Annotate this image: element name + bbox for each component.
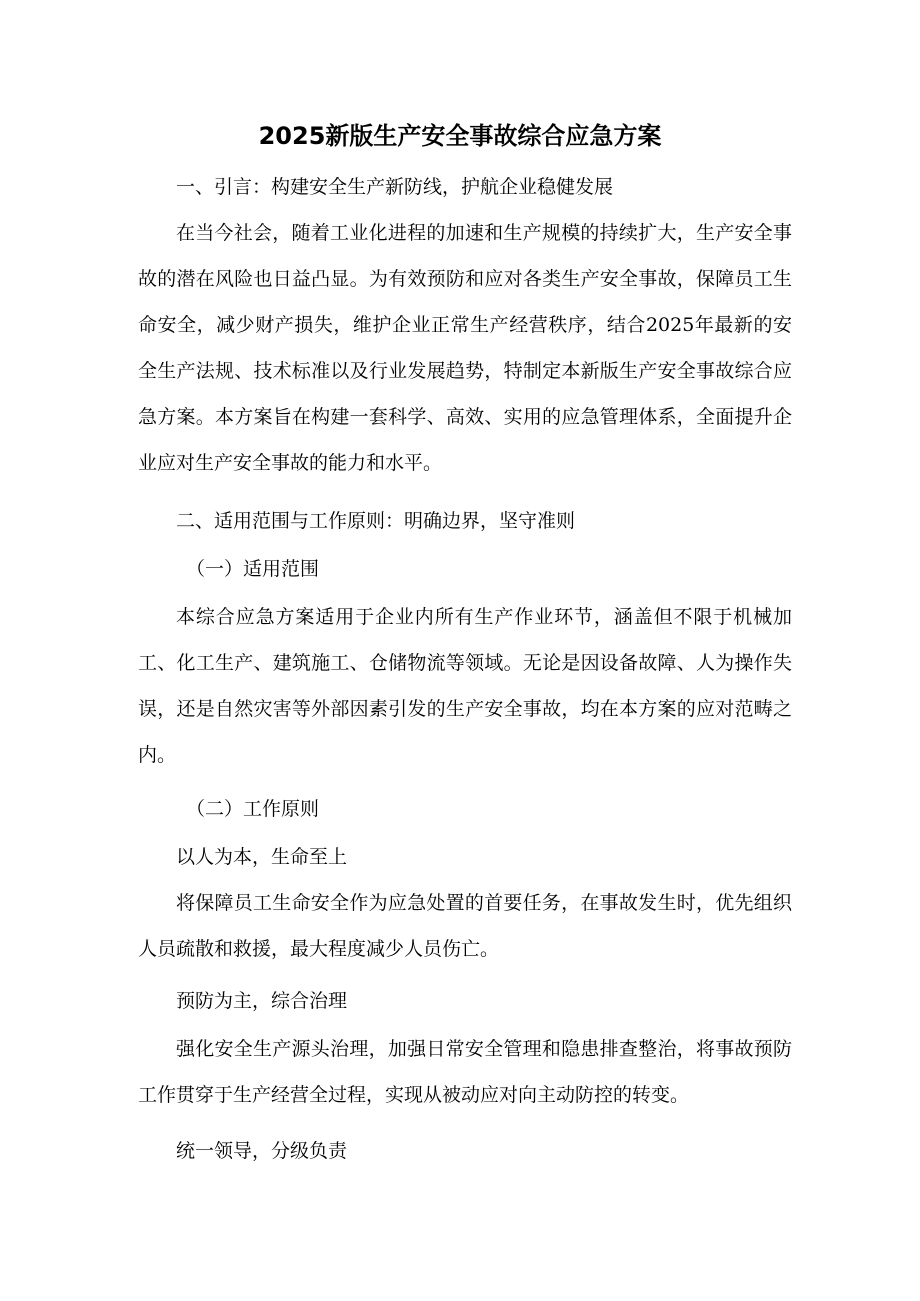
principle-2-title: 预防为主，综合治理 (176, 990, 348, 1012)
principle-1-text: 将保障员工生命安全作为应急处置的首要任务，在事故发生时，优先组织人员疏散和救援，最大程度减少人员伤亡。 (138, 892, 792, 960)
principle-1-title: 以人为本，生命至上 (176, 846, 348, 868)
section-heading-introduction: 一、引言：构建安全生产新防线，护航企业稳健发展 (176, 176, 614, 198)
principle-2-text: 强化安全生产源头治理，加强日常安全管理和隐患排查整治，将事故预防工作贯穿于生产经营全过程，实现从被动应对向主动防控的转变。 (138, 1038, 792, 1106)
section-heading-scope-and-principles: 二、适用范围与工作原则：明确边界，坚守准则 (176, 510, 576, 532)
principle-3-title: 统一领导，分级负责 (176, 1140, 348, 1162)
subsection-heading-scope: （一）适用范围 (186, 558, 320, 580)
document-title: 2025新版生产安全事故综合应急方案 (258, 122, 662, 150)
scope-paragraph: 本综合应急方案适用于企业内所有生产作业环节，涵盖但不限于机械加工、化工生产、建筑施工、仓储物流等领域。无论是因设备故障、人为操作失误，还是自然灾害等外部因素引发的生产安全事故，均在本方案的应对范畴之内。 (138, 606, 792, 766)
introduction-paragraph: 在当今社会，随着工业化进程的加速和生产规模的持续扩大，生产安全事故的潜在风险也日益凸显。为有效预防和应对各类生产安全事故，保障员工生命安全，减少财产损失，维护企业正常生产经营秩序，结合2025年最新的安全生产法规、技术标准以及行业发展趋势，特制定本新版生产安全事故综合应急方案。本方案旨在构建一套科学、高效、实用的应急管理体系，全面提升企业应对生产安全事故的能力和水平。 (138, 222, 792, 474)
subsection-heading-principles: （二）工作原则 (186, 798, 320, 820)
